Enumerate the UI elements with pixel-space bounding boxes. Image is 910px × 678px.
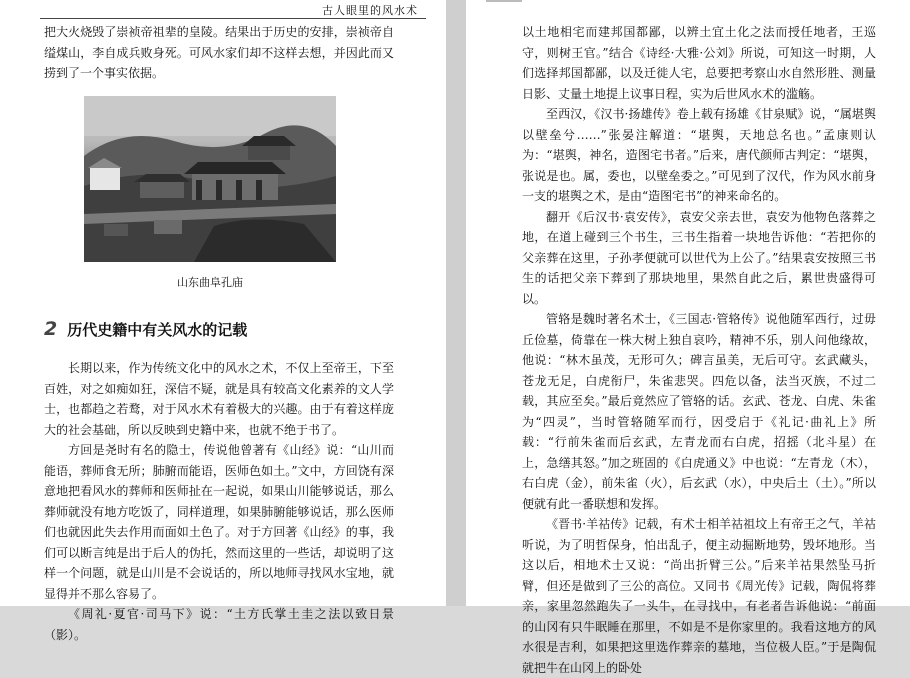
- left-top-text: [44, 22, 394, 84]
- paragraph: 翻开《后汉书·袁安传》，袁安父亲去世，袁安为他物色落葬之地，在道上碰到三个书生，三书生指着一块地告诉他：“若把你的父亲葬在这里，子孙孝便就可以世代为上公了。”结果袁安按照三书生的话把父亲下葬到了那块地里，果然自此之后，累世贵盛得可以。: [522, 209, 876, 306]
- left-page: [0, 0, 446, 642]
- left-body-text: [44, 358, 394, 645]
- right-body-text: [522, 22, 876, 678]
- temple-photo: [84, 96, 336, 262]
- page-gutter: [446, 0, 466, 606]
- section-title: 历代史籍中有关风水的记载: [67, 321, 248, 339]
- paragraph: 方回是尧时有名的隐士，传说他曾著有《山经》说：“山川而能语，葬师食无所；肺腑而能语，医师色如土。”文中，方回饶有深意地把看风水的葬师和医师扯在一起说，如果山川能够说话，那么葬师就没有地方吃饭了，同样道理，如果肺腑能够说话，那么医师们也就因此失去作用而面如土色了。对于方回著《山经》的事，我们可以断言纯是出于后人的伪托，然而这里的一些话，却说明了这样一个问题，就是山川是不会说话的，所以地师寻找风水宝地，就显得并不那么容易了。: [44, 443, 394, 601]
- section-heading: [44, 318, 394, 342]
- paragraph: 长期以来，作为传统文化中的风水之术，不仅上至帝王，下至百姓，对之如痴如狂，深信不疑，就是具有较高文化素养的文人学士，也都趋之若鹜，对于风水术有着极大的兴趣。由于有着这样庞大的社会基础，所以反映到史籍中来，也就不绝于书了。: [44, 361, 394, 437]
- paragraph: 至西汉，《汉书·扬雄传》卷上载有扬雄《甘泉赋》说，“属堪舆以壁垒兮……”张晏注解道：“堪舆，天地总名也。”孟康则认为：“堪舆，神名，造图宅书者。”后来，唐代颜师古判定：“堪舆，张说是也。属，委也，以壁垒委之。”可见到了汉代，作为风水前身一支的堪舆之术，是由“造图宅书”的神来命名的。: [522, 107, 876, 203]
- running-head: 古人眼里的风水术: [322, 4, 418, 17]
- right-page: [466, 0, 910, 675]
- paragraph: 管辂是魏时著名术士，《三国志·管辂传》说他随军西行，过毋丘俭墓，倚靠在一株大树上独自哀吟，精神不乐，别人问他缘故，他说：“林木虽茂，无形可久；碑言虽美，无后可守。玄武藏头，苍龙无足，白虎衔尸，朱雀悲哭。四危以备，法当灭族，不过二载，其应至矣。”最后竟然应了管辂的话。玄武、苍龙、白虎、朱雀为“四灵”，当时管辂随军而行，因受启于《礼记·曲礼上》所载：“行前朱雀而后玄武，左青龙而右白虎，招摇（北斗星）在上，急缮其怒。”加之班固的《白虎通义》中也说：“左青龙（木），右白虎（金），前朱雀（火），后玄武（水），中央后土（土）。”所以便就有此一番联想和发挥。: [522, 312, 876, 511]
- section-number: 2: [44, 318, 58, 340]
- paragraph: 《晋书·羊祜传》记载，有术士相羊祜祖坟上有帝王之气，羊祜听说，为了明哲保身，怕出乱子，便主动掘断地势，毁坏地形。当这以后，相地术士又说：“尚出折臂三公。”后来羊祜果然坠马折臂，但还是做到了三公的高位。又同书《周光传》记载，陶侃将葬亲，家里忽然跑失了一头牛，在寻找中，有老者告诉他说：“前面的山冈有只牛眠睡在那里，不如是不是你家里的。我看这地方的风水很是吉利，如果把这里选作葬亲的墓地，当位极人臣。”于是陶侃就把牛在山冈上的卧处: [522, 517, 876, 675]
- paragraph: 以土地相宅而建邦国都鄙，以辨土宜土化之法而授任地者，王巡守，则树王官。”结合《诗经·大雅·公刘》所说，可知这一时期，人们选择邦国都鄙，以及迁徙人宅，总要把考察山水自然形胜、测量日影、丈量土地提上议事日程，实为后世风水术的滥觞。: [522, 25, 876, 101]
- paragraph: 把大火烧毁了崇祯帝祖辈的皇陵。结果出于历史的安排，崇祯帝自缢煤山，李自成兵败身死。可风水家们却不这样去想，并因此而又捞到了一个事实依据。: [44, 25, 394, 80]
- photo-caption: 山东曲阜孔庙: [177, 276, 243, 289]
- header-mark: [486, 0, 522, 10]
- paragraph: 《周礼·夏官·司马下》说：“土方氏掌土圭之法以致日景（影）。: [44, 607, 394, 642]
- header-rule: [40, 18, 426, 19]
